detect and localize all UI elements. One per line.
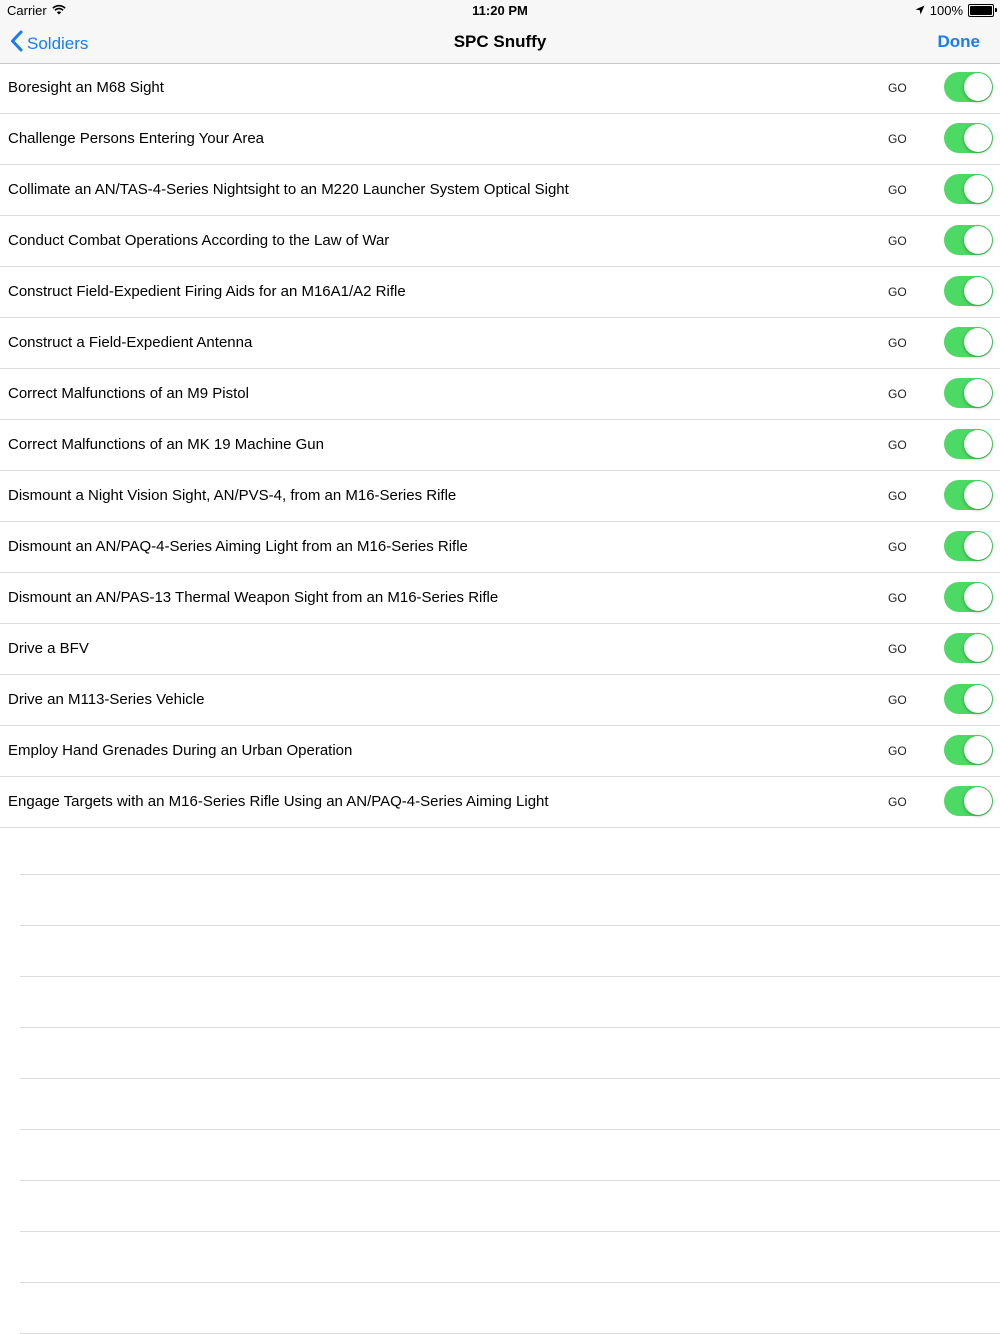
task-toggle[interactable] <box>944 276 993 306</box>
task-row <box>0 522 1000 573</box>
task-status: GO <box>888 234 907 248</box>
nav-bar <box>0 22 1000 64</box>
battery-fill <box>970 6 992 15</box>
toggle-knob <box>964 481 992 509</box>
back-button-label: Soldiers <box>27 33 89 53</box>
task-label: Collimate an AN/TAS-4-Series Nightsight to an M220 Launcher System Optical Sight <box>8 181 569 198</box>
task-status: GO <box>888 81 907 95</box>
toggle-knob <box>964 430 992 458</box>
task-label: Correct Malfunctions of an MK 19 Machine Gun <box>8 436 324 453</box>
task-row <box>0 63 1000 114</box>
toggle-knob <box>964 379 992 407</box>
status-right <box>915 3 994 18</box>
toggle-knob <box>964 532 992 560</box>
toggle-knob <box>964 583 992 611</box>
task-row <box>0 726 1000 777</box>
task-row <box>0 624 1000 675</box>
empty-row-separator <box>20 1231 1000 1232</box>
task-label: Construct a Field-Expedient Antenna <box>8 334 253 351</box>
toggle-knob <box>964 73 992 101</box>
page-title: SPC Snuffy <box>453 32 547 51</box>
empty-row-separator <box>20 1078 1000 1079</box>
empty-row-separator <box>20 1180 1000 1181</box>
task-row <box>0 420 1000 471</box>
task-row <box>0 216 1000 267</box>
toggle-knob <box>964 124 992 152</box>
empty-row-separator <box>20 925 1000 926</box>
task-status: GO <box>888 285 907 299</box>
toggle-knob <box>964 328 992 356</box>
task-status: GO <box>888 591 907 605</box>
toggle-knob <box>964 685 992 713</box>
toggle-knob <box>964 175 992 203</box>
task-toggle[interactable] <box>944 327 993 357</box>
toggle-knob <box>964 634 992 662</box>
task-row <box>0 573 1000 624</box>
empty-row-separator <box>20 1027 1000 1028</box>
task-label: Drive a BFV <box>8 640 89 657</box>
status-bar <box>0 0 1000 22</box>
task-label: Dismount a Night Vision Sight, AN/PVS-4, from an M16-Series Rifle <box>8 487 457 504</box>
task-row <box>0 318 1000 369</box>
toggle-knob <box>964 277 992 305</box>
empty-row-separator <box>20 1282 1000 1283</box>
task-row <box>0 114 1000 165</box>
task-label: Construct Field-Expedient Firing Aids for an M16A1/A2 Rifle <box>8 283 406 300</box>
empty-row-separator <box>20 874 1000 875</box>
task-status: GO <box>888 744 907 758</box>
task-label: Boresight an M68 Sight <box>8 79 164 96</box>
task-toggle[interactable] <box>944 480 993 510</box>
battery-tip <box>995 8 997 12</box>
task-status: GO <box>888 387 907 401</box>
task-toggle[interactable] <box>944 123 993 153</box>
task-label: Correct Malfunctions of an M9 Pistol <box>8 385 249 402</box>
task-toggle[interactable] <box>944 72 993 102</box>
task-status: GO <box>888 540 907 554</box>
task-row <box>0 369 1000 420</box>
empty-table-area <box>0 824 1000 1334</box>
task-status: GO <box>888 795 907 809</box>
done-button[interactable]: Done <box>937 32 980 51</box>
task-label: Conduct Combat Operations According to the Law of War <box>8 232 390 249</box>
task-row <box>0 777 1000 828</box>
status-time: 11:20 PM <box>472 3 528 18</box>
empty-row-separator <box>20 976 1000 977</box>
task-status: GO <box>888 183 907 197</box>
location-arrow-icon <box>915 3 925 18</box>
chevron-left-icon <box>10 30 23 57</box>
task-status: GO <box>888 438 907 452</box>
task-toggle[interactable] <box>944 582 993 612</box>
task-label: Engage Targets with an M16-Series Rifle Using an AN/PAQ-4-Series Aiming Light <box>8 793 549 810</box>
task-row <box>0 675 1000 726</box>
toggle-knob <box>964 787 992 815</box>
battery-icon <box>968 4 994 17</box>
task-row <box>0 165 1000 216</box>
task-row <box>0 267 1000 318</box>
task-toggle[interactable] <box>944 174 993 204</box>
toggle-knob <box>964 226 992 254</box>
battery-label: 100% <box>929 3 963 18</box>
task-toggle[interactable] <box>944 786 993 816</box>
task-list <box>0 63 1000 828</box>
task-label: Employ Hand Grenades During an Urban Operation <box>8 742 353 759</box>
task-label: Dismount an AN/PAQ-4-Series Aiming Light from an M16-Series Rifle <box>8 538 468 555</box>
empty-row-separator <box>20 1129 1000 1130</box>
back-button[interactable] <box>10 30 88 57</box>
task-toggle[interactable] <box>944 429 993 459</box>
task-label: Drive an M113-Series Vehicle <box>8 691 205 708</box>
task-status: GO <box>888 336 907 350</box>
task-toggle[interactable] <box>944 378 993 408</box>
task-row <box>0 471 1000 522</box>
task-status: GO <box>888 489 907 503</box>
carrier-label: Carrier <box>7 3 47 18</box>
task-status: GO <box>888 642 907 656</box>
task-label: Dismount an AN/PAS-13 Thermal Weapon Sight from an M16-Series Rifle <box>8 589 499 606</box>
task-toggle[interactable] <box>944 225 993 255</box>
task-label: Challenge Persons Entering Your Area <box>8 130 265 147</box>
toggle-knob <box>964 736 992 764</box>
task-toggle[interactable] <box>944 531 993 561</box>
task-status: GO <box>888 693 907 707</box>
task-status: GO <box>888 132 907 146</box>
task-toggle[interactable] <box>944 633 993 663</box>
task-toggle[interactable] <box>944 684 993 714</box>
task-toggle[interactable] <box>944 735 993 765</box>
